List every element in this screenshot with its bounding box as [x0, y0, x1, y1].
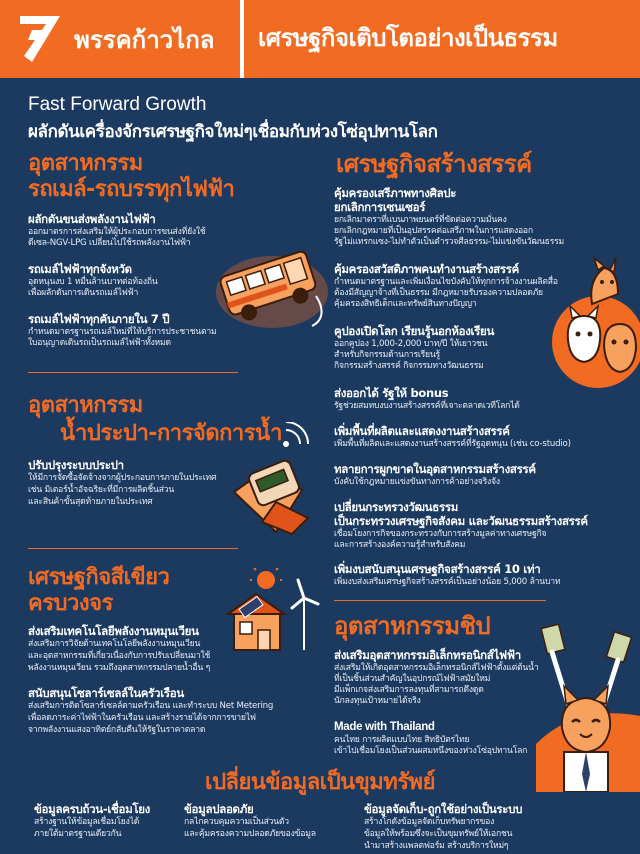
data-item-2-desc-1: กลไกควบคุมความเป็นส่วนตัว	[184, 817, 289, 827]
creative-item-2-desc-1: กำหนดมาตรฐานและเพิ่มเงื่อนไขบังคับให้ทุกการจ้างงานผลิตสื่อ	[334, 277, 558, 287]
water-meter-illustration	[226, 422, 326, 540]
data-item-2-desc-2: และคุ้มครองความปลอดภัยของข้อมูล	[184, 829, 316, 839]
water-section-title-1: อุตสาหกรรม	[28, 393, 143, 418]
green-item-1-desc-2: และอุตสาหกรรมที่เกี่ยวเนื่องกับการปรับเปลี่ยนมาใช้	[28, 651, 211, 661]
chip-section-title: อุตสาหกรรมชิป	[334, 612, 491, 640]
left-divider-1	[28, 372, 238, 373]
chip-item-1-desc-1: ส่งเสริมให้เกิดอุตสาหกรรมอิเล็กทรอนิกส์ไฟฟ้าตั้งแต่ต้นน้ำ	[334, 663, 539, 673]
green-item-1-desc-3: พลังงานหมุนเวียน รวมถึงอุตสาหกรรมปลายน้ำอื่น ๆ	[28, 663, 210, 673]
ev-item-2-desc-1: อุดหนุนงบ 1 หมื่นล้านบาทต่อท้องถิ่น	[28, 277, 158, 287]
creative-item-1-desc-3: รัฐไม่แทรกแซง-ไม่ทำตัวเป็นตำรวจศีลธรรม-ไม่แข่งขันวัฒนธรรม	[334, 237, 564, 247]
ev-item-1-desc-2: ดีเซล-NGV-LPG เปลี่ยนไปใช้รถพลังงานไฟฟ้า	[28, 238, 191, 248]
data-item-3-desc-3: นำมาสร้างแพลตฟอร์ม สร้างบริการใหม่ๆ	[364, 841, 509, 851]
green-item-1-title: ส่งเสริมเทคโนโลยีพลังงานหมุนเวียน	[28, 624, 199, 638]
right-divider-1	[334, 600, 546, 601]
chip-item-2-desc-1: คนไทย การผลิตแบบไทย สิทธิบัตรไทย	[334, 735, 470, 745]
chip-item-1-title: ส่งเสริมอุตสาหกรรมอิเล็กทรอนิกส์ไฟฟ้า	[334, 648, 521, 662]
water-section-title-2: น้ำประปา-การจัดการน้ำ	[60, 421, 282, 446]
creative-item-5-title: เพิ่มพื้นที่ผลิตและแสดงงานสร้างสรรค์	[334, 424, 510, 438]
creative-item-7-title: เปลี่ยนกระทรวงวัฒนธรรม	[334, 500, 458, 514]
creative-section-title: เศรษฐกิจสร้างสรรค์	[336, 150, 532, 178]
creative-item-7-desc-2: และการสร้างองค์ความรู้สำหรับสังคม	[334, 540, 466, 550]
solar-house-illustration	[218, 568, 322, 654]
intro-thai: ผลักดันเครื่องจักรเศรษฐกิจใหม่ๆเชื่อมกับห่วงโซ่อุปทานโลก	[28, 122, 438, 142]
ev-section-title-1: อุตสาหกรรม	[28, 151, 143, 176]
data-item-2-title: ข้อมูลปลอดภัย	[184, 802, 254, 816]
chip-item-2-title: Made with Thailand	[334, 721, 435, 733]
data-item-3-desc-1: สร้างโกดังข้อมูลจัดเก็บทรัพยากรของ	[364, 817, 495, 827]
data-section-title: เปลี่ยนข้อมูลเป็นขุมทรัพย์	[205, 770, 435, 795]
creative-item-6-title: ทลายการผูกขาดในอุตสาหกรรมสร้างสรรค์	[334, 462, 536, 476]
creative-item-3-title: คูปองเปิดโลก เรียนรู้นอกห้องเรียน	[334, 324, 495, 338]
data-item-1-desc-1: สร้างฐานให้ข้อมูลเชื่อมโยงได้	[34, 817, 140, 827]
creative-item-3-desc-3: กิจกรรมสร้างสรรค์ กิจกรรมทางวัฒนธรรม	[334, 361, 484, 371]
water-item-1-desc-2: เช่น มิเตอร์น้ำอัจฉริยะที่มีการผลิตชิ้นส่วน	[28, 485, 175, 495]
creative-item-8-desc-1: เพิ่มงบส่งเสริมเศรษฐกิจสร้างสรรค์เป็นอย่างน้อย 5,000 ล้านบาท	[334, 577, 561, 587]
data-item-1-desc-2: ภายใต้มาตรฐานเดียวกัน	[34, 829, 122, 839]
party-name: พรรคก้าวไกล	[74, 26, 215, 54]
data-item-1-title: ข้อมูลครบถ้วน-เชื่อมโยง	[34, 802, 150, 816]
party-logo-icon	[18, 12, 62, 66]
chip-item-1-desc-4: นักลงทุนเป้าหมายได้จริง	[334, 696, 421, 706]
creative-item-1-desc-2: ยกเลิกกฎหมายที่เป็นอุปสรรคต่อเสรีภาพในการแสดงออก	[334, 226, 533, 236]
creative-item-4-desc-1: รัฐช่วยสมทบงบงานสร้างสรรค์ที่เจาะตลาดเวทีโลกได้	[334, 401, 520, 411]
green-section-title-2: ครบวงจร	[28, 591, 113, 616]
green-item-2-desc-1: ส่งเสริมการติดโซลาร์เซลล์ตามครัวเรือน และทำระบบ Net Metering	[28, 701, 274, 711]
creative-item-8-title: เพิ่มงบสนับสนุนเศรษฐกิจสร้างสรรค์ 10 เท่า	[334, 562, 541, 576]
page-title: เศรษฐกิจเติบโตอย่างเป็นธรรม	[258, 24, 558, 52]
left-divider-2	[28, 548, 238, 549]
header-banner	[0, 0, 640, 78]
creative-item-1-title-2: ยกเลิกการเซนเซอร์	[334, 200, 426, 214]
creative-item-7-title-2: เป็นกระทรวงเศรษฐกิจสังคม และวัฒนธรรมสร้างสรรค์	[334, 514, 588, 528]
creative-item-4-title: ส่งออกได้ รัฐให้ bonus	[334, 386, 449, 400]
creative-item-2-desc-3: คุ้มครองสิทธิเด็กและทรัพย์สินทางปัญญา	[334, 299, 477, 309]
creative-item-1-desc-1: ยกเลิกมาตราที่แบนภาพยนตร์ที่ขัดต่อความมั่นคง	[334, 215, 507, 225]
creative-item-2-title: คุ้มครองสวัสดิภาพคนทำงานสร้างสรรค์	[334, 262, 520, 276]
chip-item-2-desc-2: เข้าไปเชื่อมโยงเป็นส่วนผสมหนึ่งของห่วงโซ่อุปทานโลก	[334, 746, 528, 756]
water-item-1-desc-1: ให้มีการจัดซื้อจัดจ้างจากผู้ประกอบการภายในประเทศ	[28, 473, 217, 483]
creative-item-6-desc-1: บังคับใช้กฎหมายแข่งขันทางการค้าอย่างจริงจัง	[334, 477, 500, 487]
data-item-3-title: ข้อมูลจัดเก็บ-ถูกใช้อย่างเป็นระบบ	[364, 802, 523, 816]
creative-item-7-desc-1: เชื่อมโยงการกิจของกระทรวงกับการสร้างมูลค่าทางเศรษฐกิจ	[334, 529, 547, 539]
intro-english: Fast Forward Growth	[28, 94, 207, 115]
green-item-2-desc-3: จากพลังงานแสงอาทิตย์กลับคืนให้รัฐในราคาตลาด	[28, 725, 206, 735]
water-item-1-title: ปรับปรุงระบบประปา	[28, 458, 124, 472]
creative-item-3-desc-2: สำหรับกิจกรรมด้านการเรียนรู้	[334, 350, 440, 360]
ev-item-2-desc-2: เพื่อผลักดันการเดินรถเมล์ไฟฟ้า	[28, 288, 139, 298]
green-item-2-title: สนับสนุนโซลาร์เซลล์ในครัวเรือน	[28, 686, 184, 700]
header-divider	[240, 0, 244, 78]
creative-item-5-desc-1: เพิ่มพื้นที่ผลิตและแสดงงานสร้างสรรค์ที่รัฐอุดหนุน (เช่น co-studio)	[334, 439, 571, 449]
green-section-title-1: เศรษฐกิจสีเขียว	[28, 565, 170, 590]
ev-item-1-title: ผลักดันขนส่งพลังงานไฟฟ้า	[28, 212, 156, 226]
ev-item-2-title: รถเมล์ไฟฟ้าทุกจังหวัด	[28, 262, 132, 276]
chip-item-1-desc-3: มีแพ็กเกจส่งเสริมการลงทุนที่สามารถดึงดูด	[334, 685, 484, 695]
creative-item-2-desc-2: ต้องมีสัญญาจ้างที่เป็นธรรม มีกฎหมายรับรองความปลอดภัย	[334, 288, 543, 298]
ev-item-3-desc-2: ใบอนุญาตเดินรถเป็นรถเมล์ไฟฟ้าทั้งหมด	[28, 338, 171, 348]
creative-cats-illustration	[548, 250, 640, 400]
creative-item-1-title: คุ้มครองเสรีภาพทางศิลปะ	[334, 186, 457, 200]
ev-item-1-desc-1: ออกมาตรการส่งเสริมให้ผู้ประกอบการขนส่งที่ยังใช้	[28, 227, 206, 237]
ev-item-3-desc-1: กำหนดมาตรฐานรถเมล์ใหม่ที่ให้บริการประชาชนตาม	[28, 327, 217, 337]
chip-item-1-desc-2: ที่เป็นชิ้นส่วนสำคัญในอุปกรณ์ไฟฟ้าสมัยใหม่	[334, 674, 491, 684]
electric-bus-illustration	[212, 236, 332, 332]
ev-section-title-2: รถเมล์-รถบรรทุกไฟฟ้า	[28, 177, 235, 202]
water-item-1-desc-3: และสินค้าขั้นสุดท้ายภายในประเทศ	[28, 497, 153, 507]
data-item-3-desc-2: ข้อมูลให้พร้อมซึ่งจะเป็นขุมทรัพย์ให้เอกชน	[364, 829, 513, 839]
ev-item-3-title: รถเมล์ไฟฟ้าทุกคันภายใน 7 ปี	[28, 312, 170, 326]
green-item-1-desc-1: ส่งเสริมการวิจัยด้านเทคโนโลยีพลังงานหมุนเวียน	[28, 639, 201, 649]
green-item-2-desc-2: เพื่อลดภาระค่าไฟฟ้าในครัวเรือน และสร้างรายได้จากการขายไฟ	[28, 713, 256, 723]
creative-item-3-desc-1: ออกคูปอง 1,000-2,000 บาท/ปี ให้เยาวชน	[334, 339, 488, 349]
